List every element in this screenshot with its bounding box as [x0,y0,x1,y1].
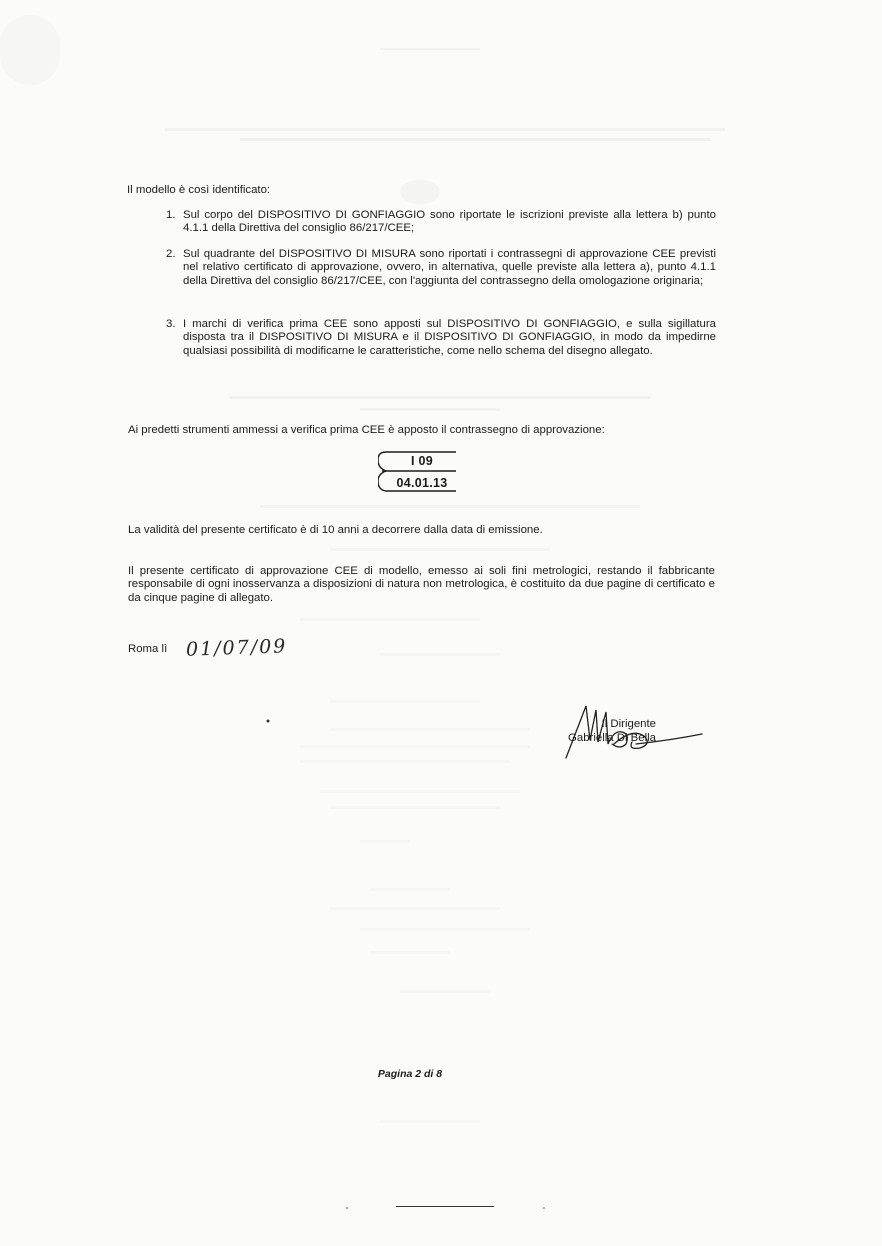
approval-mark [378,450,458,493]
validity-text: La validità del presente certificato è di 10 anni a decorrere dalla data di emissione. [128,524,543,536]
page-number: Pagina 2 di 8 [377,1068,443,1080]
place-label: Roma lì [128,643,168,655]
signature-scribble [552,700,712,770]
list-item-text: Sul quadrante del DISPOSITIVO DI MISURA sono riportati i contrassegni di approvazione CEE previsti nel relativo certificato di approvazione, ovvero, in alternativa, quelle previste alla lettera a), punto 4.1.1 della Direttiva del consiglio 86/217/CEE, con l'aggiunta del contrassegno della omologazione originaria; [183,248,716,287]
list-item [166,318,716,358]
approval-mark-code: I 09 [410,454,434,468]
intro-text: Il modello è così identificato: [127,184,271,196]
list-item [166,248,716,288]
approval-mark-number: 04.01.13 [396,476,448,490]
closing-text: Il presente certificato di approvazione CEE di modello, emesso ai soli fini metrologici, restando il fabbricante responsabile di ogni inosservanza a disposizioni di natura non metrologica, è costituito da due pagine di certificato e da cinque pagine di allegato. [128,565,715,604]
signer-name: Gabriella Di Bella [568,731,656,744]
signer-title: Il Dirigente [601,718,656,730]
bottom-rule [396,1206,494,1207]
list-item-number: 3. [166,318,176,330]
list-item [166,209,716,236]
list-item-number: 1. [166,209,176,221]
list-item-text: Sul corpo del DISPOSITIVO DI GONFIAGGIO sono riportate le iscrizioni previste alla lettera b) punto 4.1.1 della Direttiva del consiglio 86/217/CEE; [183,209,716,235]
approval-mark-intro: Ai predetti strumenti ammessi a verifica prima CEE è apposto il contrassegno di approvazione: [128,424,605,436]
list-item-number: 2. [166,248,176,260]
handwritten-date: 01/07/09 [185,635,288,661]
list-item-text: I marchi di verifica prima CEE sono apposti sul DISPOSITIVO DI GONFIAGGIO, e sulla sigillatura disposta tra il DISPOSITIVO DI MISURA e il DISPOSITIVO DI GONFIAGGIO, in modo da impedirne qualsiasi possibilità di modificarne le caratteristiche, come nello schema del disegno allegato. [183,318,716,357]
